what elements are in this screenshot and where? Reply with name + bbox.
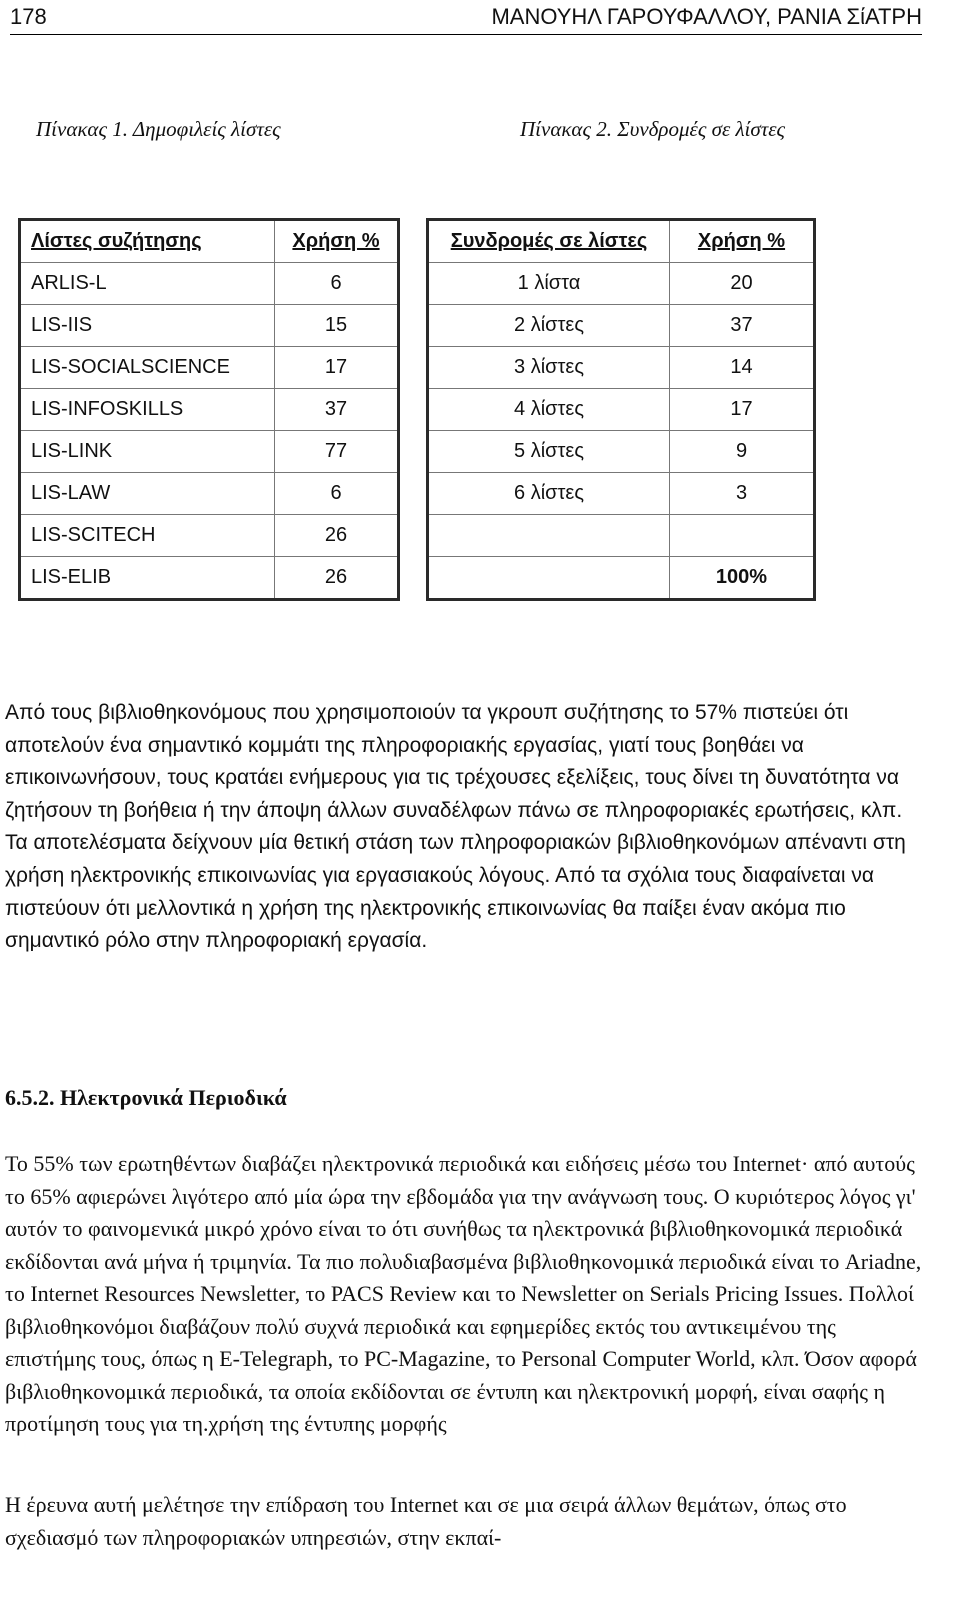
subscriptions-cell: 3 λίστες xyxy=(429,347,670,388)
table-row xyxy=(21,557,397,598)
usage-cell: 77 xyxy=(324,440,348,462)
table-row xyxy=(21,263,397,305)
column-header: Λίστες συζήτησης xyxy=(31,230,202,252)
section-heading: 6.5.2. Ηλεκτρονικά Περιοδικά xyxy=(5,1085,287,1110)
usage-cell: 14 xyxy=(730,356,753,378)
table-row xyxy=(21,515,397,557)
page-header xyxy=(10,0,922,35)
usage-cell: 37 xyxy=(730,314,753,336)
running-head-authors: ΜΑΝΟΥΗΛ ΓΑΡΟΥΦΑΛΛΟΥ, ΡΑΝΙΑ ΣίΑΤΡΗ xyxy=(491,4,922,29)
table-header-row xyxy=(21,221,397,263)
table-row xyxy=(429,305,813,347)
table-row xyxy=(21,473,397,515)
table-row xyxy=(429,431,813,473)
usage-cell: 9 xyxy=(735,440,748,462)
subscriptions-cell: 5 λίστες xyxy=(429,431,670,472)
usage-cell: 15 xyxy=(324,314,348,336)
subscriptions-cell: 4 λίστες xyxy=(429,389,670,430)
usage-cell: 3 xyxy=(735,482,748,504)
subscriptions-cell: 6 λίστες xyxy=(429,473,670,514)
list-name-cell: LIS-LAW xyxy=(21,473,275,514)
table-row xyxy=(429,347,813,389)
list-name-cell: LIS-IIS xyxy=(21,305,275,346)
body-paragraph: Από τους βιβλιοθηκονόμους που χρησιμοποιούν τα γκρουπ συζήτησης το 57% πιστεύει ότι αποτελούν ένα σημαντικό κομμάτι της πληροφοριακής εργασίας, γιατί τους βοηθάει να επικοινωνήσουν, τους κρατάει ενήμερους για τις τρέχουσες εξελίξεις, τους δίνει τη δυνατότητα να ζητήσουν τη βοήθεια ή την άποψη άλλων συναδέλφων πάνω σε πληροφοριακές ερωτήσεις, κλπ. Τα αποτελέσματα δείχνουν μία θετική στάση των πληροφοριακών βιβλιοθηκονόμων απέναντι στη χρήση ηλεκτρονικής επικοινωνίας για εργασιακούς λόγους. Από τα σχόλια τους διαφαίνεται να πιστεύουν ότι μελλοντικά η χρήση της ηλεκτρονικής επικοινωνίας θα παίξει έναν ακόμα πιο σημαντικό ρόλο στην πληροφοριακή εργασία. xyxy=(5,701,906,953)
table-row xyxy=(429,515,813,557)
column-header: Χρήση % xyxy=(697,230,786,252)
usage-cell: 6 xyxy=(330,272,342,294)
usage-cell: 17 xyxy=(730,398,753,420)
column-header: Χρήση % xyxy=(292,230,380,252)
total-cell: 100% xyxy=(715,566,768,588)
table1-caption: Πίνακας 1. Δημοφιλείς λίστες xyxy=(36,117,281,141)
table-row xyxy=(429,473,813,515)
table-row xyxy=(429,263,813,305)
table-row xyxy=(21,347,397,389)
usage-cell: 26 xyxy=(324,524,348,546)
body-paragraph: Το 55% των ερωτηθέντων διαβάζει ηλεκτρονικά περιοδικά και ειδήσεις μέσω του Internet· από αυτούς το 65% αφιερώνει λιγότερο από μία ώρα την εβδομάδα για την ανάγνωση τους. Ο κυριότερος λόγος γι' αυτόν το φαινομενικά μικρό χρόνο είναι το ότι συνήθως τα ηλεκτρονικά βιβλιοθηκονομικά περιοδικά εκδίδονται ανά μήνα ή τριμηνία. Τα πιο πολυδιαβασμένα βιβλιοθηκονομικά περιοδικά είναι το Ariadne, το Internet Resources Newsletter, το PACS Review και το Newsletter on Serials Pricing Issues. Πολλοί βιβλιοθηκονόμοι διαβάζουν πολύ συχνά περιοδικά και εφημερίδες εκτός του αντικειμένου της επιστήμης τους, όπως η E-Telegraph, το PC-Magazine, το Personal Computer World, κλπ. Όσον αφορά βιβλιοθηκονομικά περιοδικά, τα οποία εκδίδονται σε έντυπη και ηλεκτρονική μορφή, είναι σαφής η προτίμηση τους για τη.χρήση της έντυπης μορφής xyxy=(5,1151,922,1436)
table-row xyxy=(21,305,397,347)
table2-caption: Πίνακας 2. Συνδρομές σε λίστες xyxy=(520,117,786,141)
subscriptions-cell xyxy=(429,515,670,556)
table-total-row xyxy=(429,557,813,598)
table-row xyxy=(429,389,813,431)
table-row xyxy=(21,431,397,473)
subscriptions-cell xyxy=(429,557,670,598)
column-header: Συνδρομές σε λίστες xyxy=(450,230,648,252)
usage-cell: 17 xyxy=(324,356,348,378)
table-popular-lists xyxy=(18,218,400,601)
usage-cell: 26 xyxy=(324,566,348,588)
subscriptions-cell: 1 λίστα xyxy=(429,263,670,304)
list-name-cell: LIS-LINK xyxy=(21,431,275,472)
table-row xyxy=(21,389,397,431)
usage-cell: 37 xyxy=(324,398,348,420)
page-number: 178 xyxy=(10,4,47,29)
list-name-cell: LIS-SCITECH xyxy=(21,515,275,556)
body-paragraph: Η έρευνα αυτή μελέτησε την επίδραση του Internet και σε μια σειρά άλλων θεμάτων, όπως στο σχεδιασμό των πληροφοριακών υπηρεσιών, στην εκπαί- xyxy=(5,1492,847,1550)
list-name-cell: LIS-ELIB xyxy=(21,557,275,598)
subscriptions-cell: 2 λίστες xyxy=(429,305,670,346)
usage-cell: 6 xyxy=(330,482,342,504)
usage-cell: 20 xyxy=(730,272,753,294)
table-list-subscriptions xyxy=(426,218,816,601)
list-name-cell: LIS-SOCIALSCIENCE xyxy=(21,347,275,388)
list-name-cell: LIS-INFOSKILLS xyxy=(21,389,275,430)
table-header-row xyxy=(429,221,813,263)
list-name-cell: ARLIS-L xyxy=(21,263,275,304)
